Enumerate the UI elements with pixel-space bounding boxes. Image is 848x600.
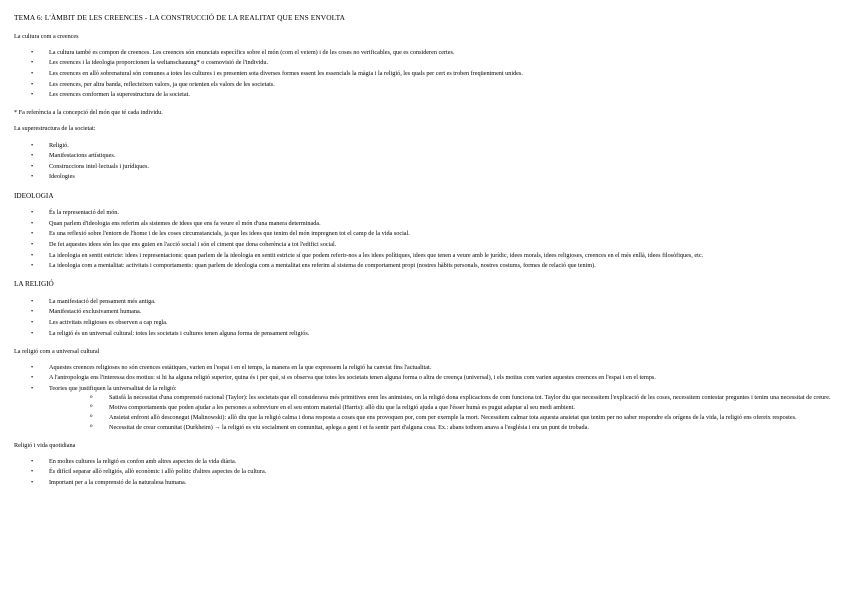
section-heading: IDEOLOGIA: [14, 191, 54, 200]
list-item: [14, 49, 836, 57]
list-item-text: Les creences conformen la superestructura de la societat.: [49, 91, 190, 99]
bullet-list: [14, 458, 836, 487]
list-item-text: Es una reflexió sobre l'entorn de l'home i de les coses circumstancials, ja que les idees que tenim del món impregnen tot el camp de la vida social.: [49, 230, 410, 238]
document-body: [14, 33, 836, 488]
list-item-text: Les activitats religioses es observen a cap regla.: [49, 318, 168, 326]
list-item: [14, 479, 836, 487]
list-item: [14, 209, 836, 217]
list-item: [14, 319, 836, 327]
bullet-list: [14, 209, 836, 270]
list-item: [14, 220, 836, 228]
list-item-text: Manifestació exclusivament humana.: [49, 308, 142, 316]
list-item-text: Les creences i la ideologia proporcionen la weltanschauung* o cosmovisió de l'individu.: [49, 59, 268, 67]
list-item-text: Ideologies: [49, 173, 75, 181]
list-item: [14, 252, 836, 260]
list-item-text: En moltes cultures la religió es confon amb altres aspectes de la vida diària.: [49, 457, 237, 465]
bullet-list: [14, 364, 836, 432]
document-title: TEMA 6: L'ÀMBIT DE LES CREENCES - LA CONSTRUCCIÓ DE LA REALITAT QUE ENS ENVOLTA: [14, 13, 346, 22]
list-item: [14, 374, 836, 382]
list-item: [14, 241, 836, 249]
list-item: [14, 298, 836, 306]
list-item: [14, 152, 836, 160]
list-item-text: La cultura també es compon de creences. Les creences són enunciats específics sobre el món (com el veiem) i de les coses no verificables, que es consideren certes.: [49, 48, 455, 56]
list-item-text: A l'antropologia ens l'interessa dos motius: si hi ha alguna religió superior, quina és i per què, si es observa que totes les societats tenen alguna forma o altra de creença (universal), i els motius com varien aquestes creences en l'espai i en el temps.: [49, 374, 656, 382]
list-item-text: De fet aquestes idees són les que ens guien en l'acció social i són el ciment que dona coherència a tot l'edifici social.: [49, 240, 337, 248]
bullet-list: [14, 49, 836, 100]
list-item-text: Aquestes creences religioses no són creences estàtiques, varien en l'espai i en el temps, la manera en la que expressem la religió ha canviat fins l'actualitat.: [49, 363, 432, 371]
list-item: [14, 59, 836, 67]
list-item: [14, 163, 836, 171]
list-item-text: Teories que justifiquen la universalitat de la religió:: [49, 385, 177, 392]
sub-list-item: o Ansietat enfront allò desconegut (Malinowski): allò diu que la religió calma i dona resposta a coses que ens provoquen por, com per exemple la mort. Necessitem calmar tota aquesta ansietat que tenim per no saber respondre els orígens de la vida, la religió ens ofereix respostes.: [49, 414, 836, 422]
list-item-text: Les creences en allò sobrenatural són comunes a totes les cultures i es presenten sota diverses formes essent les essencials la màgia i la religió, les quals per cert es troben freqüentment unides.: [49, 70, 523, 77]
list-item-text: La ideologia en sentit estricte: idees i representacions: quan parlem de la ideologia en sentit estricte sí que podem referir-nos a les idees polítiques, idees que tenen a veure amb le jurídic, idees morals, idees religioses, creences en el més enllà, idees filosòfiques, etc.: [49, 251, 704, 259]
list-item: [14, 70, 836, 78]
list-item: [14, 262, 836, 270]
list-item-text: La religió és un universal cultural: totes les societats i cultures tenen alguna forma de pensament religiós.: [49, 329, 310, 337]
list-item: [14, 308, 836, 316]
sub-list: [49, 394, 836, 432]
list-item-text: Construccions intel·lectuals i jurídiques.: [49, 162, 150, 170]
list-item-text: És la representació del món.: [49, 208, 119, 216]
list-item-text: Manifestacions artístiques.: [49, 152, 116, 160]
document-page: [14, 13, 836, 497]
section-heading: Religió i vida quotidiana: [14, 441, 76, 449]
list-item-text: Religió.: [49, 141, 69, 149]
section-heading: LA RELIGIÓ: [14, 280, 54, 289]
section-heading: La religió com a universal cultural: [14, 347, 100, 355]
list-item: [14, 142, 836, 150]
bullet-list: [14, 142, 836, 182]
list-item: [14, 364, 836, 372]
list-item-text: Quan parlem d'ideologia ens referim als sistemes de idees que ens fa veure el món d'una manera determinada.: [49, 219, 321, 227]
sub-list-item: o Satisfà la necessitat d'una comprensió racional (Taylor): les societats que ell considerava més primitives eren les animistes, on la religió dona explicacions de com funciona tot. Taylor diu que necessitem l'explicació de les coses, necessitem contestar preguntes i tenim una necessitat de creure.: [49, 394, 836, 402]
list-item: [14, 81, 836, 89]
sub-list-item: o Motiva comportaments que poden ajudar a les persones a sobreviure en el seu entorn material (Harris): allò diu que la religió ajuda a que l'ésser humà es pugui adaptar al seu medi ambient.: [49, 404, 836, 412]
list-item-text: Important per a la comprensió de la naturalesa humana.: [49, 479, 187, 487]
list-item-text: La ideologia com a mentalitat: activitats i comportaments: quan parlem de ideologia com a mentalitat ens referim al sistema de comportament propi (nostres hàbits personals, nostres costums, formes de relació que tenim).: [49, 262, 596, 270]
list-item: [14, 173, 836, 181]
list-item-text: És difícil separar allò religiós, allò econòmic i allò polític d'altres aspectes de la cultura.: [49, 468, 267, 476]
sub-list-item: o Necessitat de crear comunitat (Durkheim) → la religió es viu socialment en comunitat, aplega a gent i et fa sentir part d'alguna cosa. Ex.: abans tothom anava a l'església i era un punt de trobada.: [49, 424, 836, 432]
bullet-list: [14, 298, 836, 338]
list-item: [14, 385, 836, 432]
section-heading: La cultura com a creences: [14, 32, 79, 40]
list-item: [14, 458, 836, 466]
list-item-text: Les creences, per altra banda, reflecteixen valors, ja que orienten els valors de les societats.: [49, 80, 275, 88]
list-item: [14, 330, 836, 338]
section-heading: La superestructura de la societat:: [14, 125, 96, 133]
list-item: [14, 91, 836, 99]
footnote-paragraph: * Fa referència a la concepció del món que té cada individu.: [14, 109, 163, 117]
list-item: [14, 468, 836, 476]
list-item: [14, 230, 836, 238]
list-item-text: La manifestació del pensament més antiga.: [49, 297, 156, 305]
